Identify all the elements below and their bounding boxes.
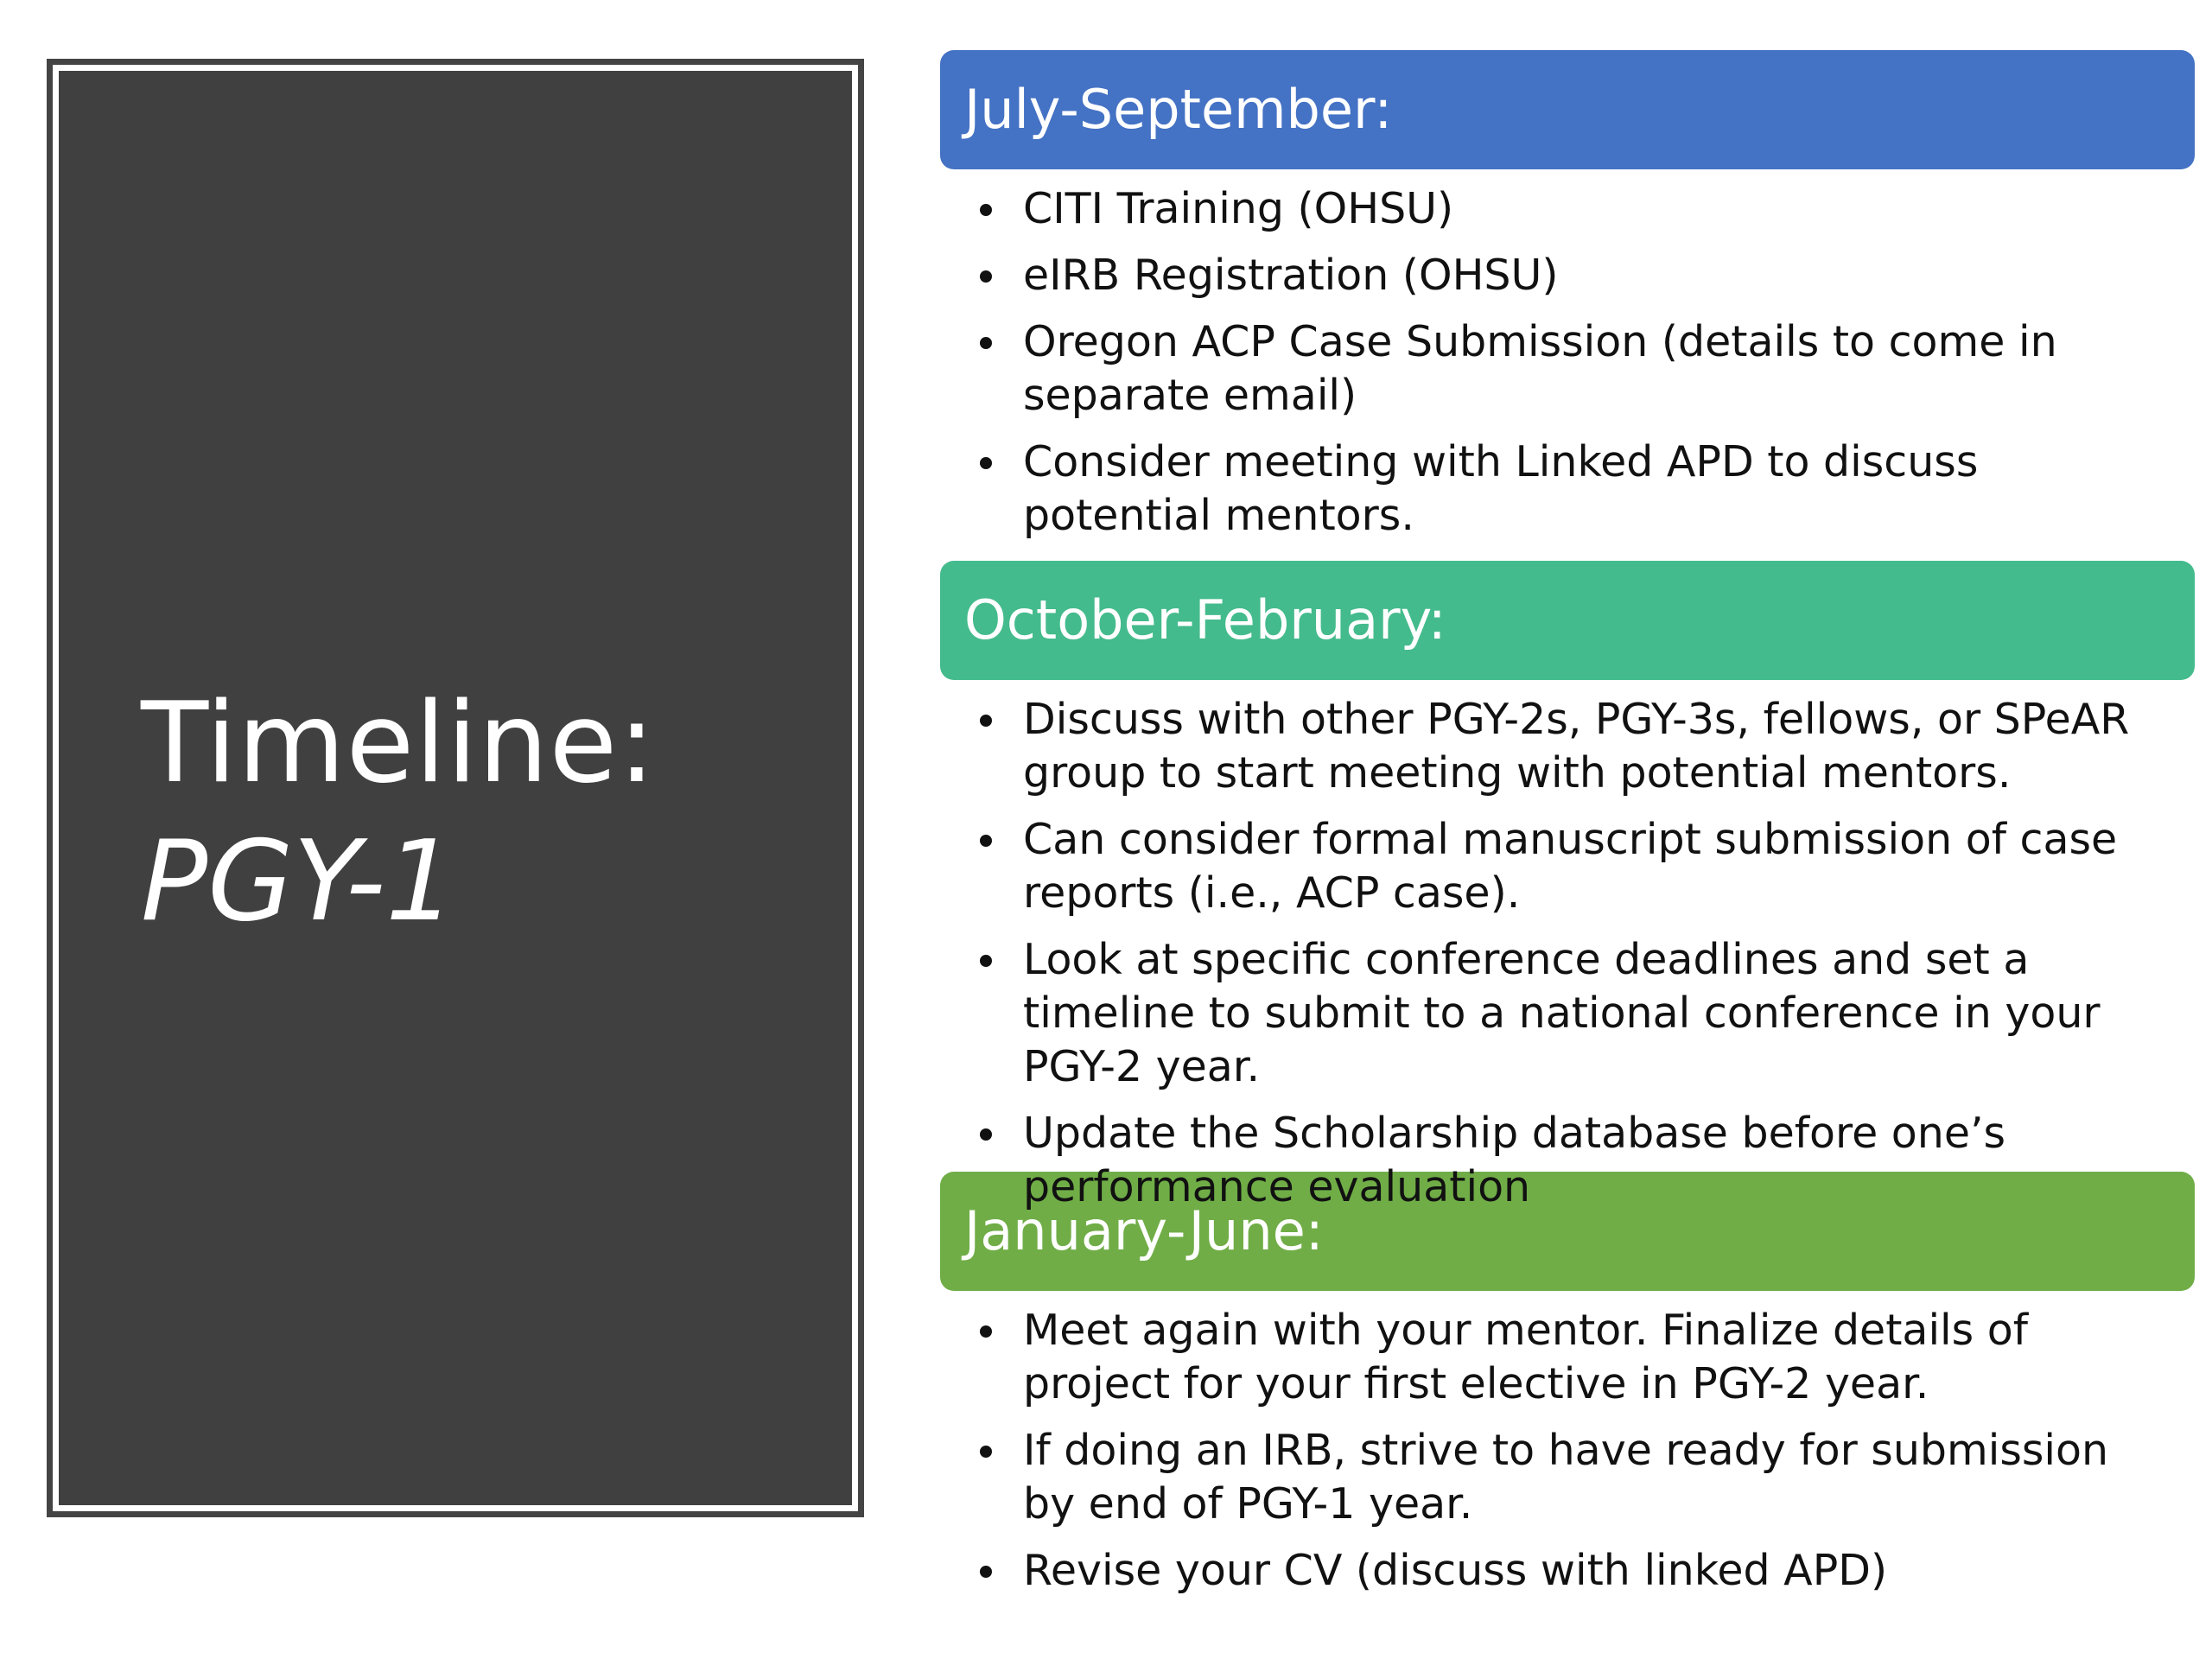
list-item-text: Revise your CV (discuss with linked APD): [1023, 1546, 1888, 1595]
list-item: [940, 1304, 2195, 1411]
timeline-sections: [940, 50, 2195, 1598]
bullet-icon: [980, 715, 992, 727]
bullet-icon: [980, 337, 992, 349]
section-header-october-february: October-February:: [940, 561, 2195, 680]
list-item-text: Update the Scholarship database before one’s performance evaluation: [1023, 1109, 2006, 1211]
list-item: [940, 315, 2195, 423]
list-item: [940, 435, 2195, 543]
title-block: [141, 675, 656, 951]
list-item: [940, 1107, 2195, 1214]
title-subheading: PGY-1: [141, 817, 456, 946]
bullet-icon: [980, 835, 992, 847]
bullet-icon: [980, 270, 992, 283]
list-item-text: eIRB Registration (OHSU): [1023, 251, 1559, 300]
list-item-text: Consider meeting with Linked APD to discuss potential mentors.: [1023, 437, 1979, 540]
bullet-icon: [980, 1128, 992, 1141]
list-item-text: Can consider formal manuscript submission of case reports (i.e., ACP case).: [1023, 815, 2118, 918]
title-heading: Timeline:: [141, 679, 657, 808]
section-header-january-june: January-June:: [940, 1172, 2195, 1291]
list-item-text: If doing an IRB, strive to have ready for submission by end of PGY-1 year.: [1023, 1426, 2109, 1529]
bullet-icon: [980, 204, 992, 216]
bullet-icon: [980, 1566, 992, 1578]
list-item-text: Look at specific conference deadlines and set a timeline to submit to a national conference in your PGY-2 year.: [1023, 935, 2101, 1091]
bullet-icon: [980, 1325, 992, 1338]
bullet-icon: [980, 1446, 992, 1458]
list-item-text: Oregon ACP Case Submission (details to come in separate email): [1023, 317, 2057, 420]
list-item: [940, 813, 2195, 920]
title-panel: [47, 59, 864, 1517]
section-list-october-february: [940, 693, 2195, 1211]
list-item: [940, 933, 2195, 1094]
title-panel-inner: [59, 71, 852, 1505]
bullet-icon: [980, 955, 992, 967]
list-item-text: Discuss with other PGY-2s, PGY-3s, fellows, or SPeAR group to start meeting with potential mentors.: [1023, 695, 2130, 798]
section-list-january-june: [940, 1304, 2195, 1598]
list-item-text: Meet again with your mentor. Finalize details of project for your first elective in PGY-2 year.: [1023, 1306, 2029, 1408]
list-item-text: CITI Training (OHSU): [1023, 184, 1454, 233]
section-list-july-september: [940, 182, 2195, 561]
section-header-july-september: July-September:: [940, 50, 2195, 169]
list-item: [940, 693, 2195, 800]
list-item: [940, 249, 2195, 302]
list-item: [940, 1424, 2195, 1531]
bullet-icon: [980, 457, 992, 469]
list-item: [940, 182, 2195, 236]
list-item: [940, 1544, 2195, 1598]
